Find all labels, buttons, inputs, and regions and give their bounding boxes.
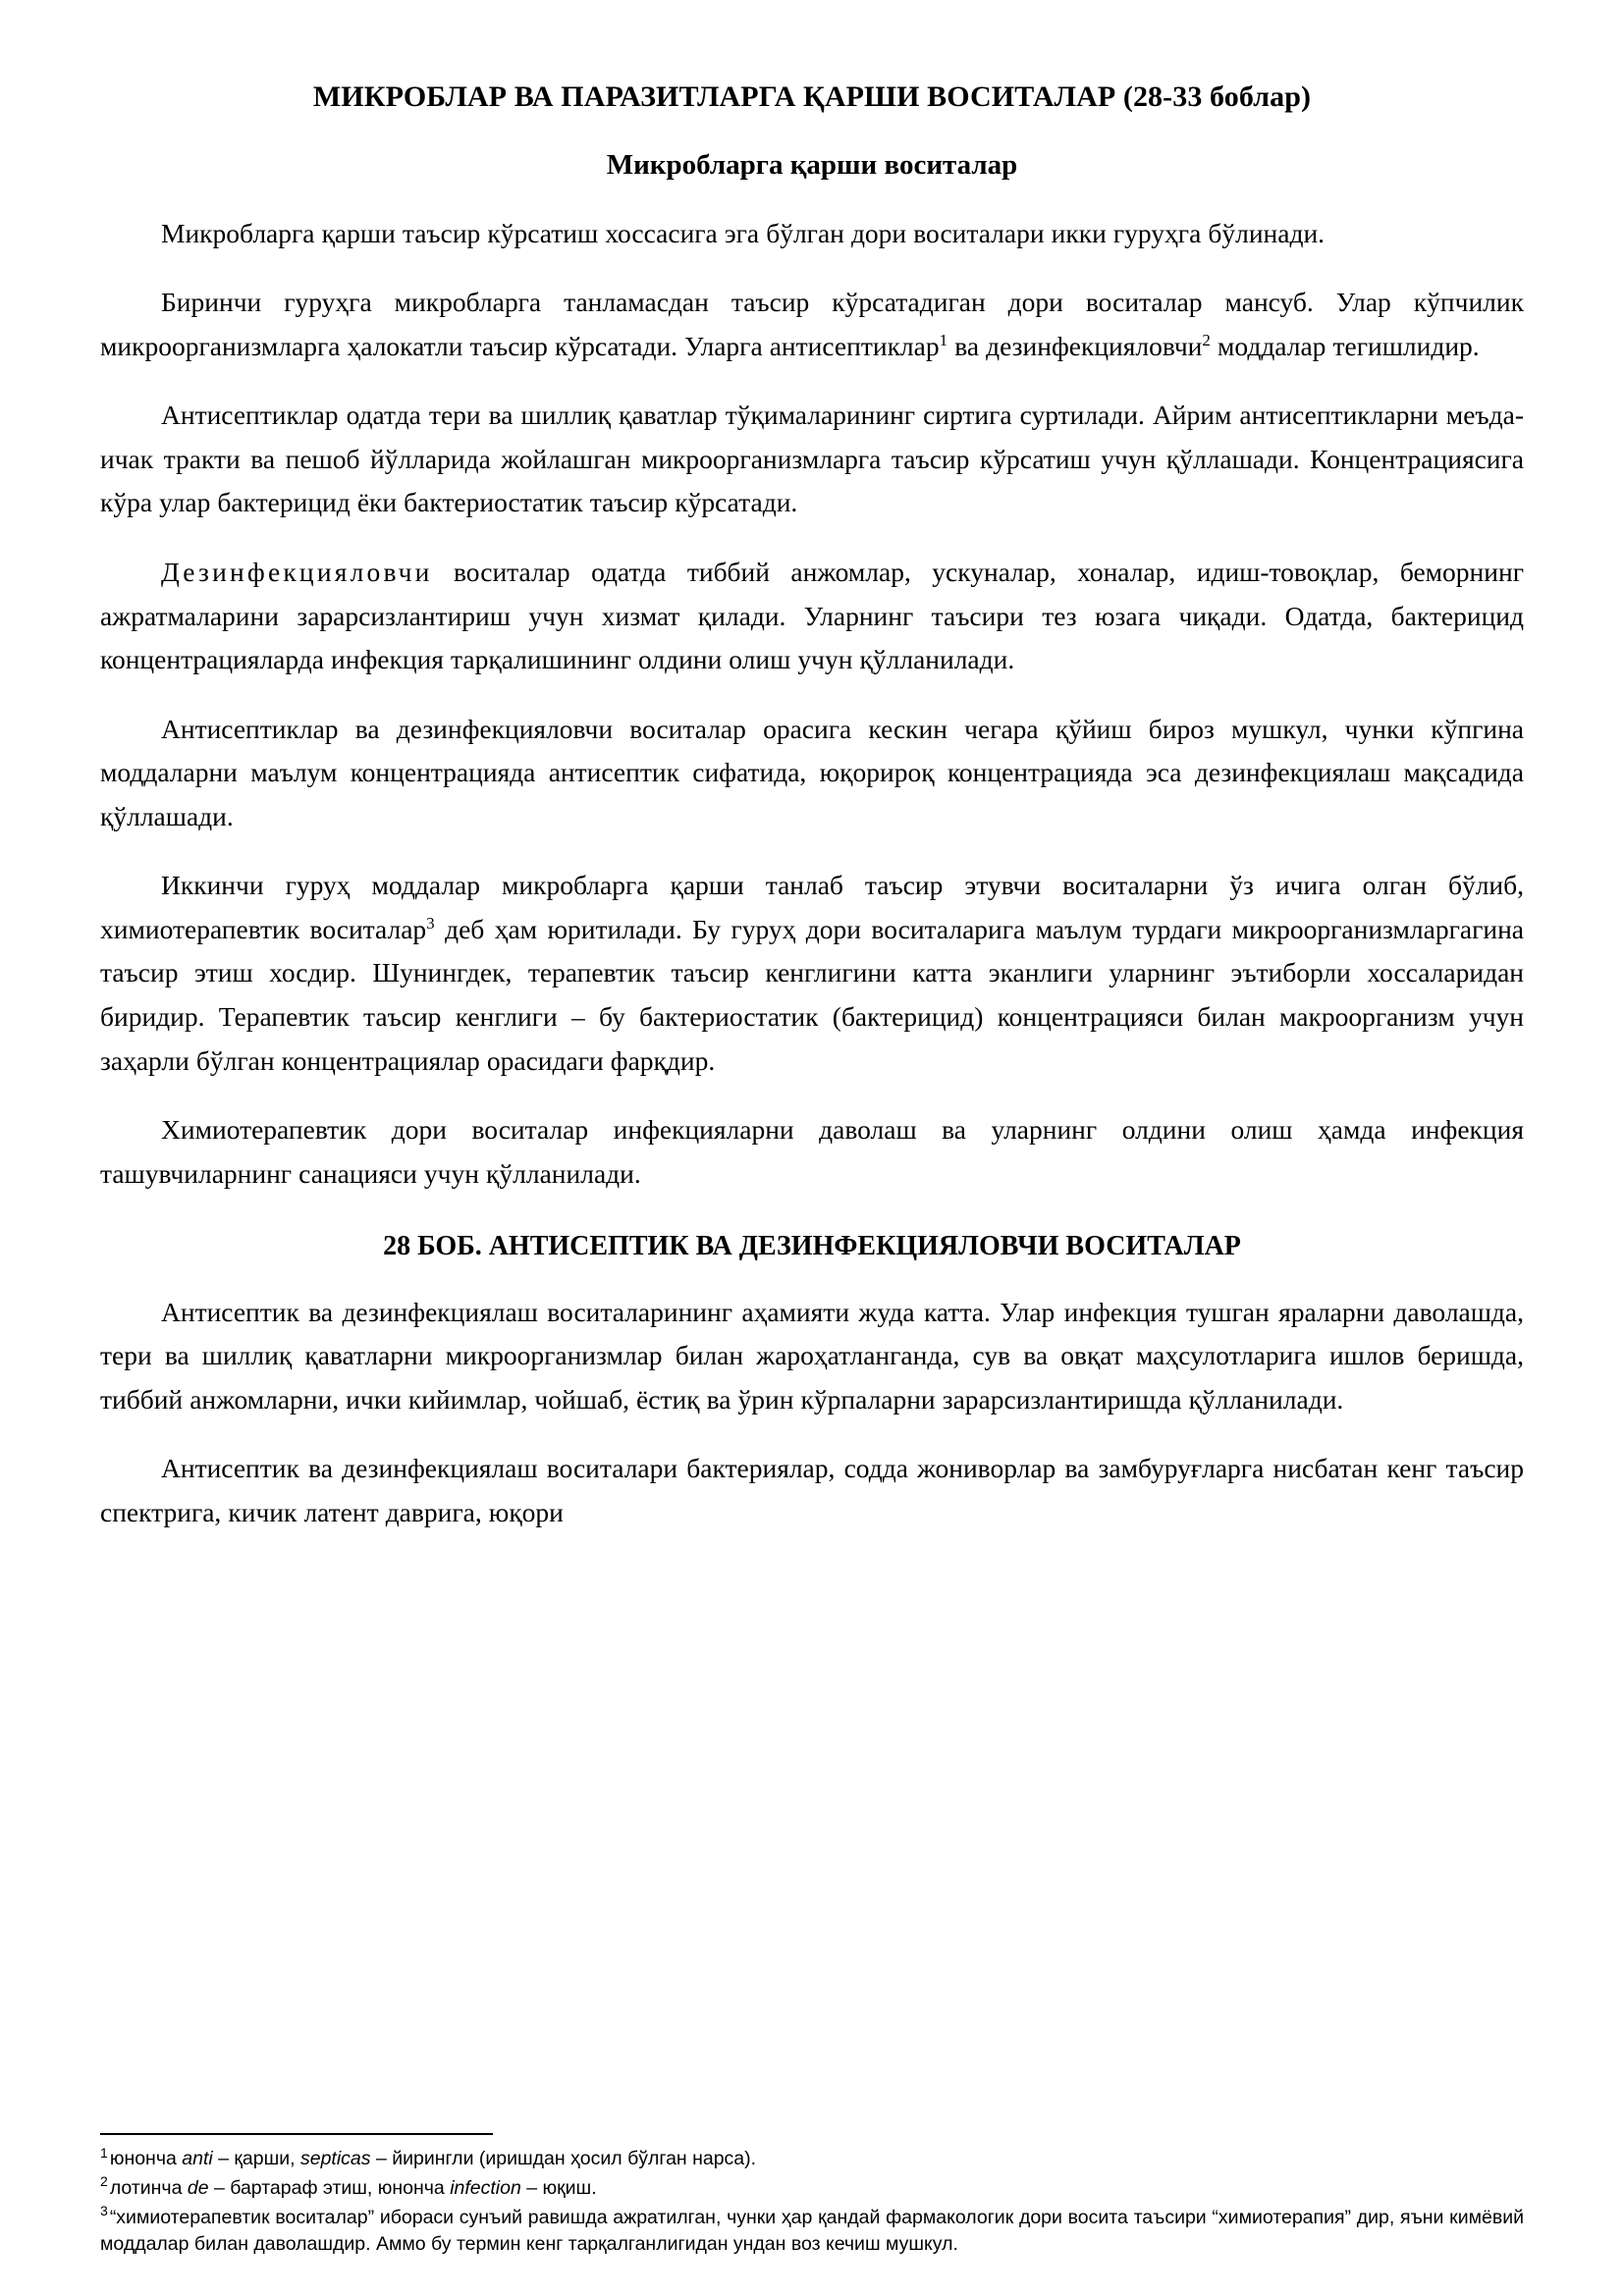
paragraph-2	[100, 281, 1524, 368]
footnote-section	[100, 2133, 1524, 2261]
footnote-separator	[100, 2133, 493, 2135]
footnote-ref-2[interactable]: 2	[1202, 330, 1211, 349]
paragraph-4-lead-term: Дезинфекцияловчи	[161, 557, 433, 588]
document-subtitle: Микробларга қарши воситалар	[606, 148, 1018, 181]
footnote-2-latin-term-2: infection	[450, 2176, 521, 2199]
paragraph-4	[100, 551, 1524, 682]
paragraph-7: Химиотерапевтик дори воситалар инфекцияларни даволаш ва уларнинг олдини олиш ҳамда инфекция ташувчиларнинг санацияси учун қўлланилади.	[100, 1114, 1524, 1189]
footnote-1-latin-term-2: septicas	[299, 2148, 371, 2170]
footnote-ref-3[interactable]: 3	[426, 913, 435, 933]
footnote-1	[100, 2146, 1524, 2173]
paragraph-8: Антисептик ва дезинфекциялаш воситаларининг аҳамияти жуда катта. Улар инфекция тушган яраларни даволашда, тери ва шиллиқ қаватларни микроорганизмлар билан жароҳатланганда, сув ва овқат маҳсулотларига ишлов беришда, тиббий анжомларни, ички кийимлар, чойшаб, ёстиқ ва ўрин кўрпаларни зарарсизлантиришда қўлланилади.	[100, 1296, 1524, 1415]
paragraph-2-text-a: Биринчи гуруҳга микробларга танламасдан таъсир кўрсатадиган дори воситалар мансуб. Улар кўпчилик микроорганизмларга ҳалокатли таъсир кўрсатади. Уларга антисептиклар	[100, 287, 1524, 361]
footnote-1-text-c: – йирингли (иришдан ҳосил бўлган нарса).	[370, 2148, 757, 2170]
paragraph-9: Антисептик ва дезинфекциялаш воситалари бактериялар, содда жониворлар ва замбуруғларга нисбатан кенг таъсир спектрига, кичик латент даврига, юқори	[100, 1453, 1524, 1527]
footnote-1-marker: 1	[100, 2144, 108, 2161]
paragraph-2-text-b: ва дезинфекцияловчи	[947, 330, 1203, 361]
paragraph-6	[100, 864, 1524, 1083]
footnote-2	[100, 2175, 1524, 2203]
footnote-1-latin-term-1: anti	[182, 2148, 213, 2170]
footnote-2-text-a: лотинча	[109, 2176, 188, 2199]
footnote-2-marker: 2	[100, 2173, 108, 2190]
footnote-1-text-b: – қарши,	[212, 2148, 300, 2170]
footnote-2-latin-term-1: de	[187, 2176, 209, 2199]
footnote-2-text-c: – юқиш.	[520, 2176, 597, 2199]
footnote-ref-1[interactable]: 1	[939, 330, 948, 349]
footnote-3-marker: 3	[100, 2203, 108, 2219]
paragraph-6-text-b: деб ҳам юритилади. Бу гуруҳ дори воситаларига маълум турдаги микроорганизмларгагина таъсир этиш хосдир. Шунингдек, терапевтик таъсир кенглигини катта эканлиги уларнинг эътиборли хоссаларидан биридир. Терапевтик таъсир кенглиги – бу бактериостатик (бактерицид) концентрацияси билан макроорганизм учун заҳарли бўлган концентрациялар орасидаги фарқдир.	[100, 913, 1524, 1076]
footnote-2-text-b: – бартараф этиш, юнонча	[208, 2176, 451, 2199]
paragraph-2-text-c: моддалар тегишлидир.	[1210, 330, 1480, 361]
paragraph-6-text-a: Иккинчи гуруҳ моддалар микробларга қарши танлаб таъсир этувчи воситаларни ўз ичига олган бўлиб, химиотерапевтик воситалар	[100, 870, 1524, 944]
footnote-3-text: “химиотерапевтик воситалар” ибораси сунъий равишда ажратилган, чунки ҳар қандай фармакологик дори восита таъсири “химиотерапия” дир, яъни кимёвий моддалар билан даволашдир. Аммо бу термин кенг тарқалганлигидан ундан воз кечиш мушкул.	[100, 2206, 1524, 2256]
chapter-heading: 28 БОБ. АНТИСЕПТИК ВА ДЕЗИНФЕКЦИЯЛОВЧИ ВОСИТАЛАР	[383, 1231, 1241, 1262]
footnote-3	[100, 2205, 1524, 2259]
paragraph-5: Антисептиклар ва дезинфекцияловчи воситалар орасига кескин чегара қўйиш бироз мушкул, чунки кўпгина моддаларни маълум концентрацияда антисептик сифатида, юқорироқ концентрацияда эса дезинфекциялаш мақсадида қўллашади.	[100, 713, 1524, 831]
paragraph-3: Антисептиклар одатда тери ва шиллиқ қаватлар тўқималарининг сиртига суртилади. Айрим антисептикларни меъда-ичак тракти ва пешоб йўлларида жойлашган микроорганизмларга таъсир кўрсатиш учун қўллашади. Концентрациясига кўра улар бактерицид ёки бактериостатик таъсир кўрсатади.	[100, 400, 1524, 518]
paragraph-4-text: воситалар одатда тиббий анжомлар, ускуналар, хоналар, идиш-товоқлар, беморнинг ажратмаларини зарарсизлантириш учун хизмат қилади. Уларнинг таъсири тез юзага чиқади. Одатда, бактерицид концентрацияларда инфекция тарқалишининг олдини олиш учун қўлланилади.	[100, 557, 1524, 675]
footnote-1-text-a: юнонча	[109, 2148, 183, 2170]
paragraph-1: Микробларга қарши таъсир кўрсатиш хоссасига эга бўлган дори воситалари икки гуруҳга бўлинади.	[161, 217, 1326, 248]
page-title: МИКРОБЛАР ВА ПАРАЗИТЛАРГА ҚАРШИ ВОСИТАЛАР (28-33 боблар)	[312, 80, 1312, 113]
